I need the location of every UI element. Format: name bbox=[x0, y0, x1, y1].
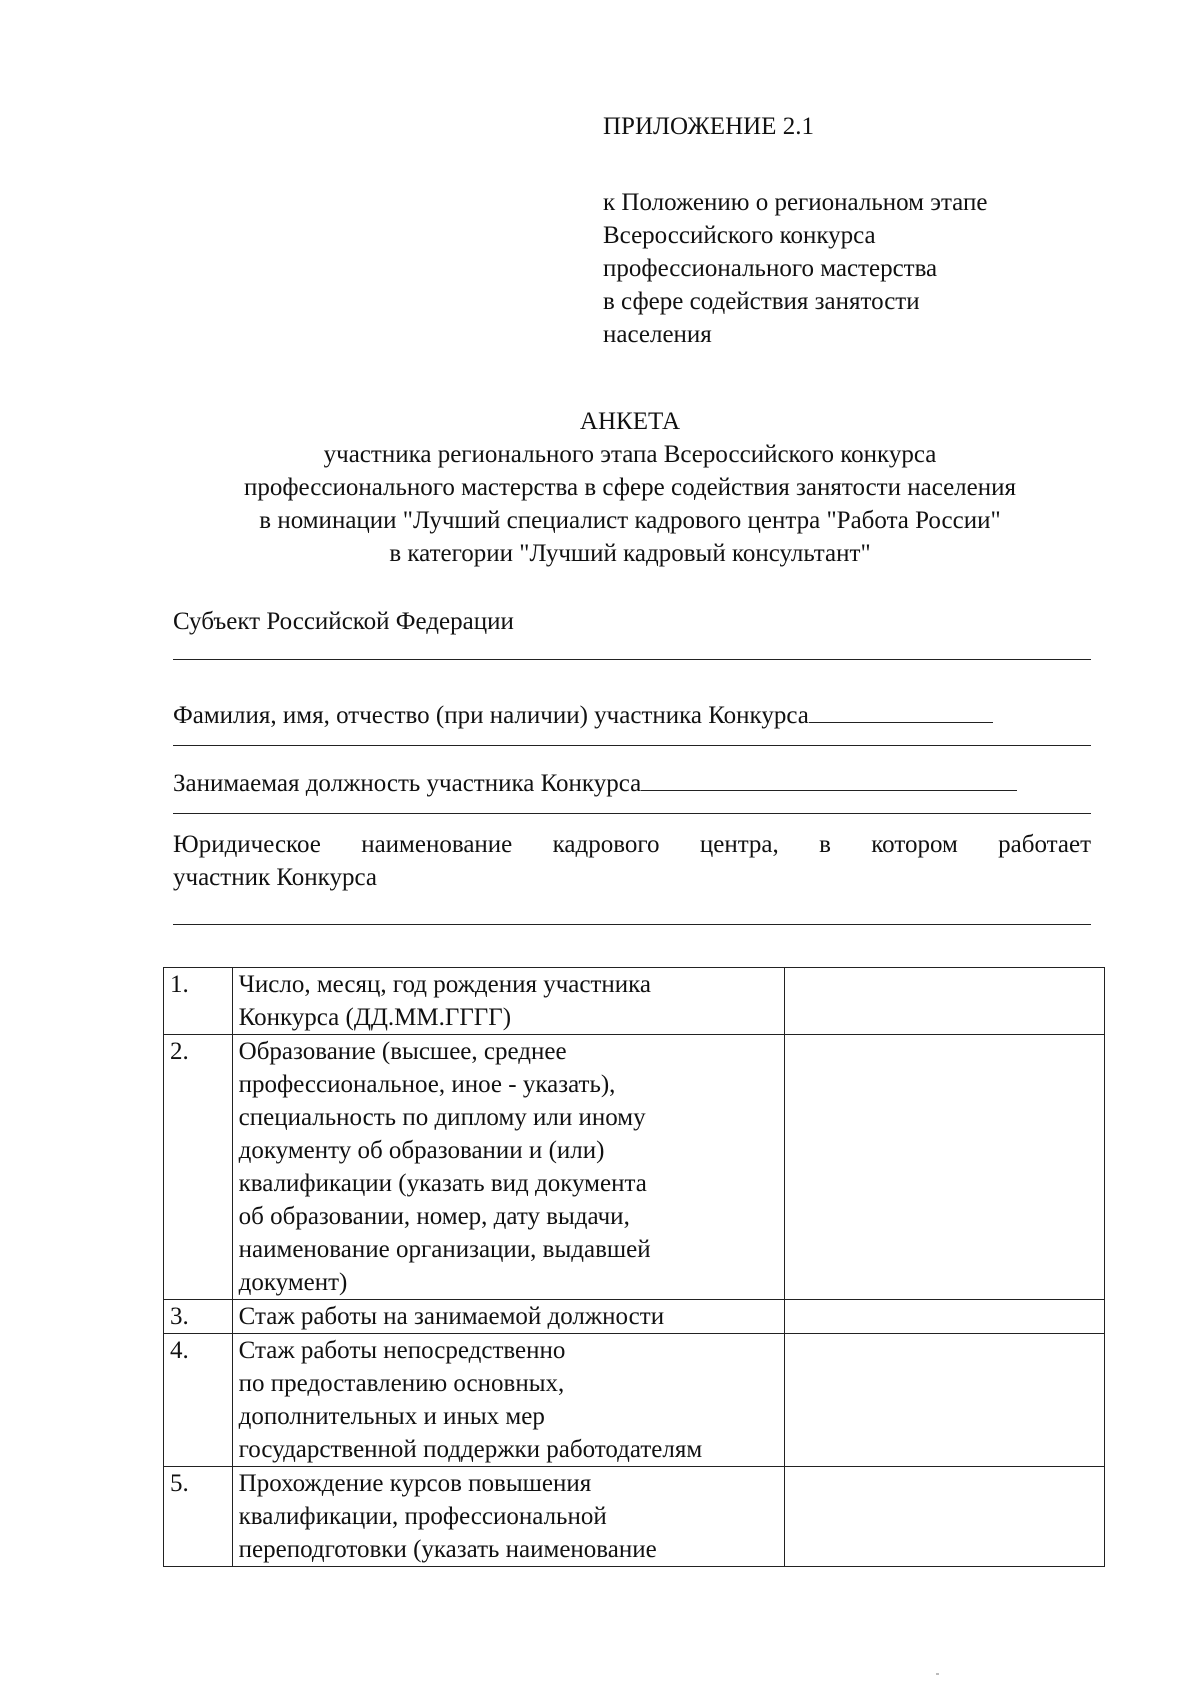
position-fill-line-2[interactable] bbox=[173, 813, 1091, 814]
appendix-reference bbox=[603, 186, 1123, 351]
center-name-fill-line[interactable] bbox=[173, 924, 1091, 925]
participant-fields bbox=[173, 605, 1091, 925]
question-line: специальность по диплому или иному bbox=[238, 1104, 646, 1131]
question-line: Стаж работы на занимаемой должности bbox=[238, 1303, 665, 1330]
appendix-ref-line: профессионального мастерства bbox=[603, 255, 938, 282]
appendix-ref-line: к Положению о региональном этапе bbox=[603, 189, 988, 216]
questionnaire-table bbox=[163, 967, 1105, 1567]
position-label: Занимаемая должность участника Конкурса bbox=[173, 770, 642, 797]
row-answer-cell[interactable] bbox=[784, 968, 1104, 1035]
question-line: документ) bbox=[238, 1269, 348, 1296]
row-answer-cell[interactable] bbox=[784, 1035, 1104, 1300]
appendix-ref-line: населения bbox=[603, 321, 712, 348]
appendix-ref-line: в сфере содействия занятости bbox=[603, 288, 920, 315]
position-row bbox=[173, 764, 1091, 797]
question-line: Конкурса (ДД.ММ.ГГГГ) bbox=[238, 1004, 512, 1031]
question-line: квалификации (указать вид документа bbox=[238, 1170, 647, 1197]
region-fill-line[interactable] bbox=[173, 659, 1091, 660]
full-name-fill-line-2[interactable] bbox=[173, 745, 1091, 746]
table-row bbox=[164, 1467, 1105, 1567]
row-answer-cell[interactable] bbox=[784, 1467, 1104, 1567]
form-subtitle-line: в номинации "Лучший специалист кадрового центра "Работа России" bbox=[259, 507, 1001, 534]
row-question bbox=[232, 1467, 784, 1567]
form-heading bbox=[130, 405, 1130, 570]
form-subtitle-line: профессионального мастерства в сфере содействия занятости населения bbox=[243, 474, 1017, 501]
form-title: АНКЕТА bbox=[579, 408, 681, 435]
row-number: 1. bbox=[164, 968, 233, 1035]
table-row bbox=[164, 1334, 1105, 1467]
question-line: переподготовки (указать наименование bbox=[238, 1536, 657, 1563]
table-row bbox=[164, 1300, 1105, 1334]
appendix-title: ПРИЛОЖЕНИЕ 2.1 bbox=[603, 113, 814, 140]
scan-speck bbox=[936, 1673, 939, 1675]
row-number: 2. bbox=[164, 1035, 233, 1300]
question-line: наименование организации, выдавшей bbox=[238, 1236, 651, 1263]
form-subtitle-line: участника регионального этапа Всероссийского конкурса bbox=[323, 441, 937, 468]
row-answer-cell[interactable] bbox=[784, 1300, 1104, 1334]
full-name-row bbox=[173, 696, 1091, 729]
question-line: документу об образовании и (или) bbox=[238, 1137, 605, 1164]
question-line: Стаж работы непосредственно bbox=[238, 1337, 566, 1364]
appendix-header bbox=[603, 110, 1123, 351]
question-line: профессиональное, иное - указать), bbox=[238, 1071, 616, 1098]
center-name-label-line1: Юридическое наименование кадрового центра, в котором работает bbox=[173, 831, 1091, 858]
full-name-label: Фамилия, имя, отчество (при наличии) участника Конкурса bbox=[173, 702, 809, 729]
row-question bbox=[232, 968, 784, 1035]
question-line: государственной поддержки работодателям bbox=[238, 1436, 703, 1463]
question-line: дополнительных и иных мер bbox=[238, 1403, 545, 1430]
question-line: об образовании, номер, дату выдачи, bbox=[238, 1203, 630, 1230]
row-number: 3. bbox=[164, 1300, 233, 1334]
question-line: Число, месяц, год рождения участника bbox=[238, 971, 652, 998]
position-fill-line[interactable] bbox=[641, 764, 1017, 791]
question-line: квалификации, профессиональной bbox=[238, 1503, 607, 1530]
row-answer-cell[interactable] bbox=[784, 1334, 1104, 1467]
row-question bbox=[232, 1300, 784, 1334]
question-line: Прохождение курсов повышения bbox=[238, 1470, 592, 1497]
form-subtitle-line: в категории "Лучший кадровый консультант" bbox=[389, 540, 871, 567]
region-label: Субъект Российской Федерации bbox=[173, 608, 514, 635]
question-line: по предоставлению основных, bbox=[238, 1370, 565, 1397]
appendix-ref-line: Всероссийского конкурса bbox=[603, 222, 876, 249]
center-name-label-line2: участник Конкурса bbox=[173, 864, 377, 891]
full-name-fill-line[interactable] bbox=[809, 696, 993, 723]
table-row bbox=[164, 1035, 1105, 1300]
row-question bbox=[232, 1035, 784, 1300]
question-line: Образование (высшее, среднее bbox=[238, 1038, 567, 1065]
row-question bbox=[232, 1334, 784, 1467]
row-number: 5. bbox=[164, 1467, 233, 1567]
table-row bbox=[164, 968, 1105, 1035]
row-number: 4. bbox=[164, 1334, 233, 1467]
